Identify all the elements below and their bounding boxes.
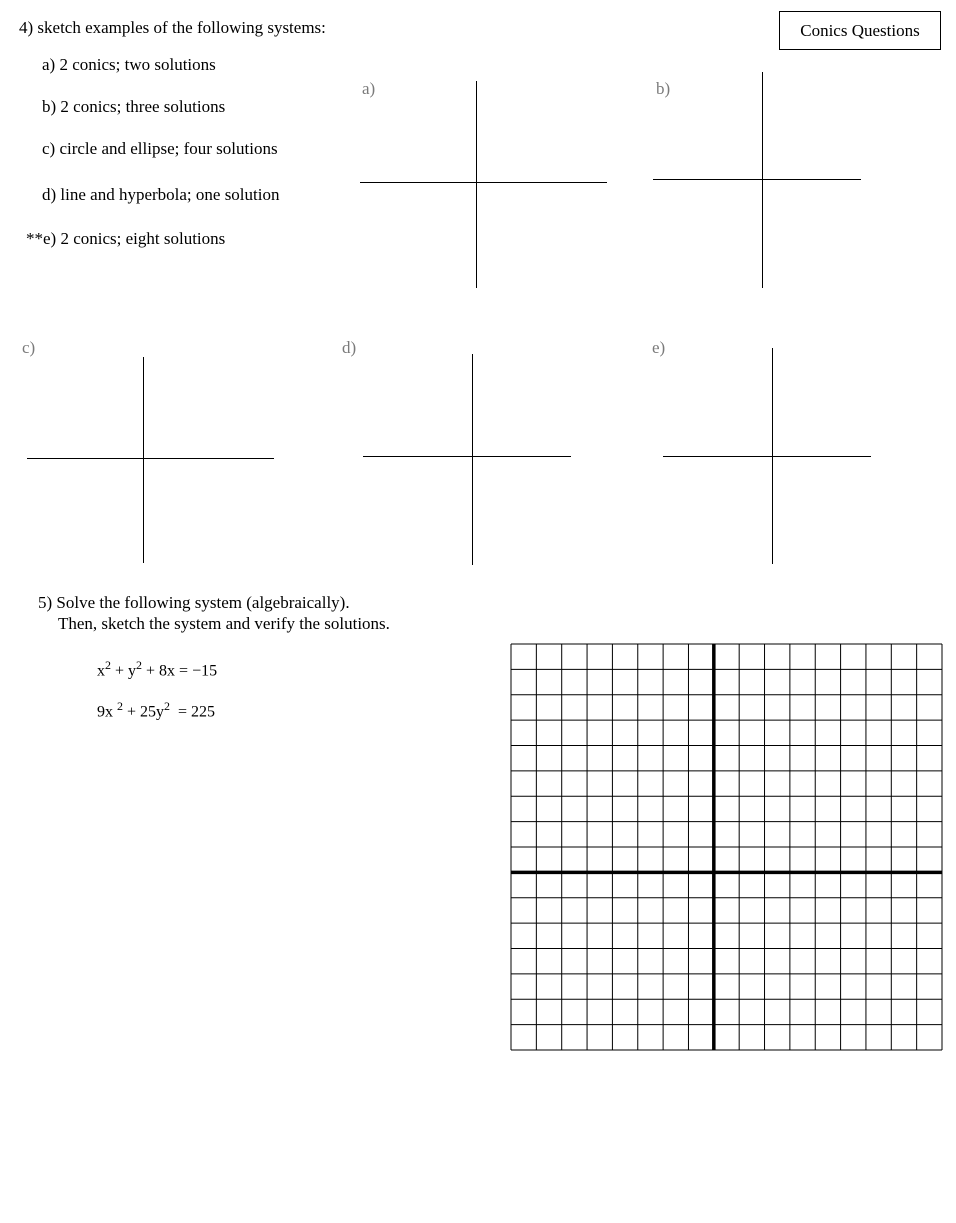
- plot-label-e: e): [652, 338, 666, 357]
- plot-label-a: a): [362, 79, 376, 98]
- equation-2-term-b: + 25y: [127, 703, 165, 721]
- plot-a-y-axis: [476, 81, 477, 288]
- question-4-item-b: b) 2 conics; three solutions: [42, 97, 226, 116]
- question-4-prompt: 4) sketch examples of the following systems:: [19, 18, 326, 37]
- question-4-item-d: d) line and hyperbola; one solution: [42, 185, 280, 204]
- plot-e-y-axis: [772, 348, 773, 564]
- equation-2-term-a: 9x: [97, 703, 113, 721]
- equation-1-term-c: + 8x = −15: [146, 662, 218, 680]
- plot-b-x-axis: [653, 179, 861, 180]
- equation-2-term-c: = 225: [178, 703, 216, 721]
- title-text: Conics Questions: [800, 20, 920, 40]
- plot-e-x-axis: [663, 456, 871, 457]
- plot-c-y-axis: [143, 357, 144, 563]
- equation-1-exp-b: 2: [136, 658, 143, 672]
- page-title: [779, 11, 941, 50]
- equation-1-exp-a: 2: [105, 658, 111, 672]
- question-5-line-1: 5) Solve the following system (algebraically).: [38, 593, 350, 612]
- plot-c-x-axis: [27, 458, 274, 459]
- graph-paper-grid: [510, 643, 943, 1051]
- equation-2-exp-a: 2: [117, 699, 123, 713]
- question-4-item-e: **e) 2 conics; eight solutions: [26, 229, 226, 248]
- equation-1-term-a: x: [97, 662, 105, 680]
- plot-label-c: c): [22, 338, 36, 357]
- equation-2-exp-b: 2: [164, 699, 171, 713]
- question-4-item-a: a) 2 conics; two solutions: [42, 55, 216, 74]
- question-4-item-c: c) circle and ellipse; four solutions: [42, 139, 278, 158]
- equation-1-term-b: + y: [115, 662, 137, 680]
- question-5-line-2: Then, sketch the system and verify the solutions.: [58, 614, 390, 633]
- plot-label-d: d): [342, 338, 357, 357]
- equation-1: [97, 658, 217, 680]
- equation-2: [97, 699, 215, 721]
- plot-label-b: b): [656, 79, 671, 98]
- plot-d-y-axis: [472, 354, 473, 565]
- plot-a-x-axis: [360, 182, 607, 183]
- plot-b-y-axis: [762, 72, 763, 288]
- plot-d-x-axis: [363, 456, 571, 457]
